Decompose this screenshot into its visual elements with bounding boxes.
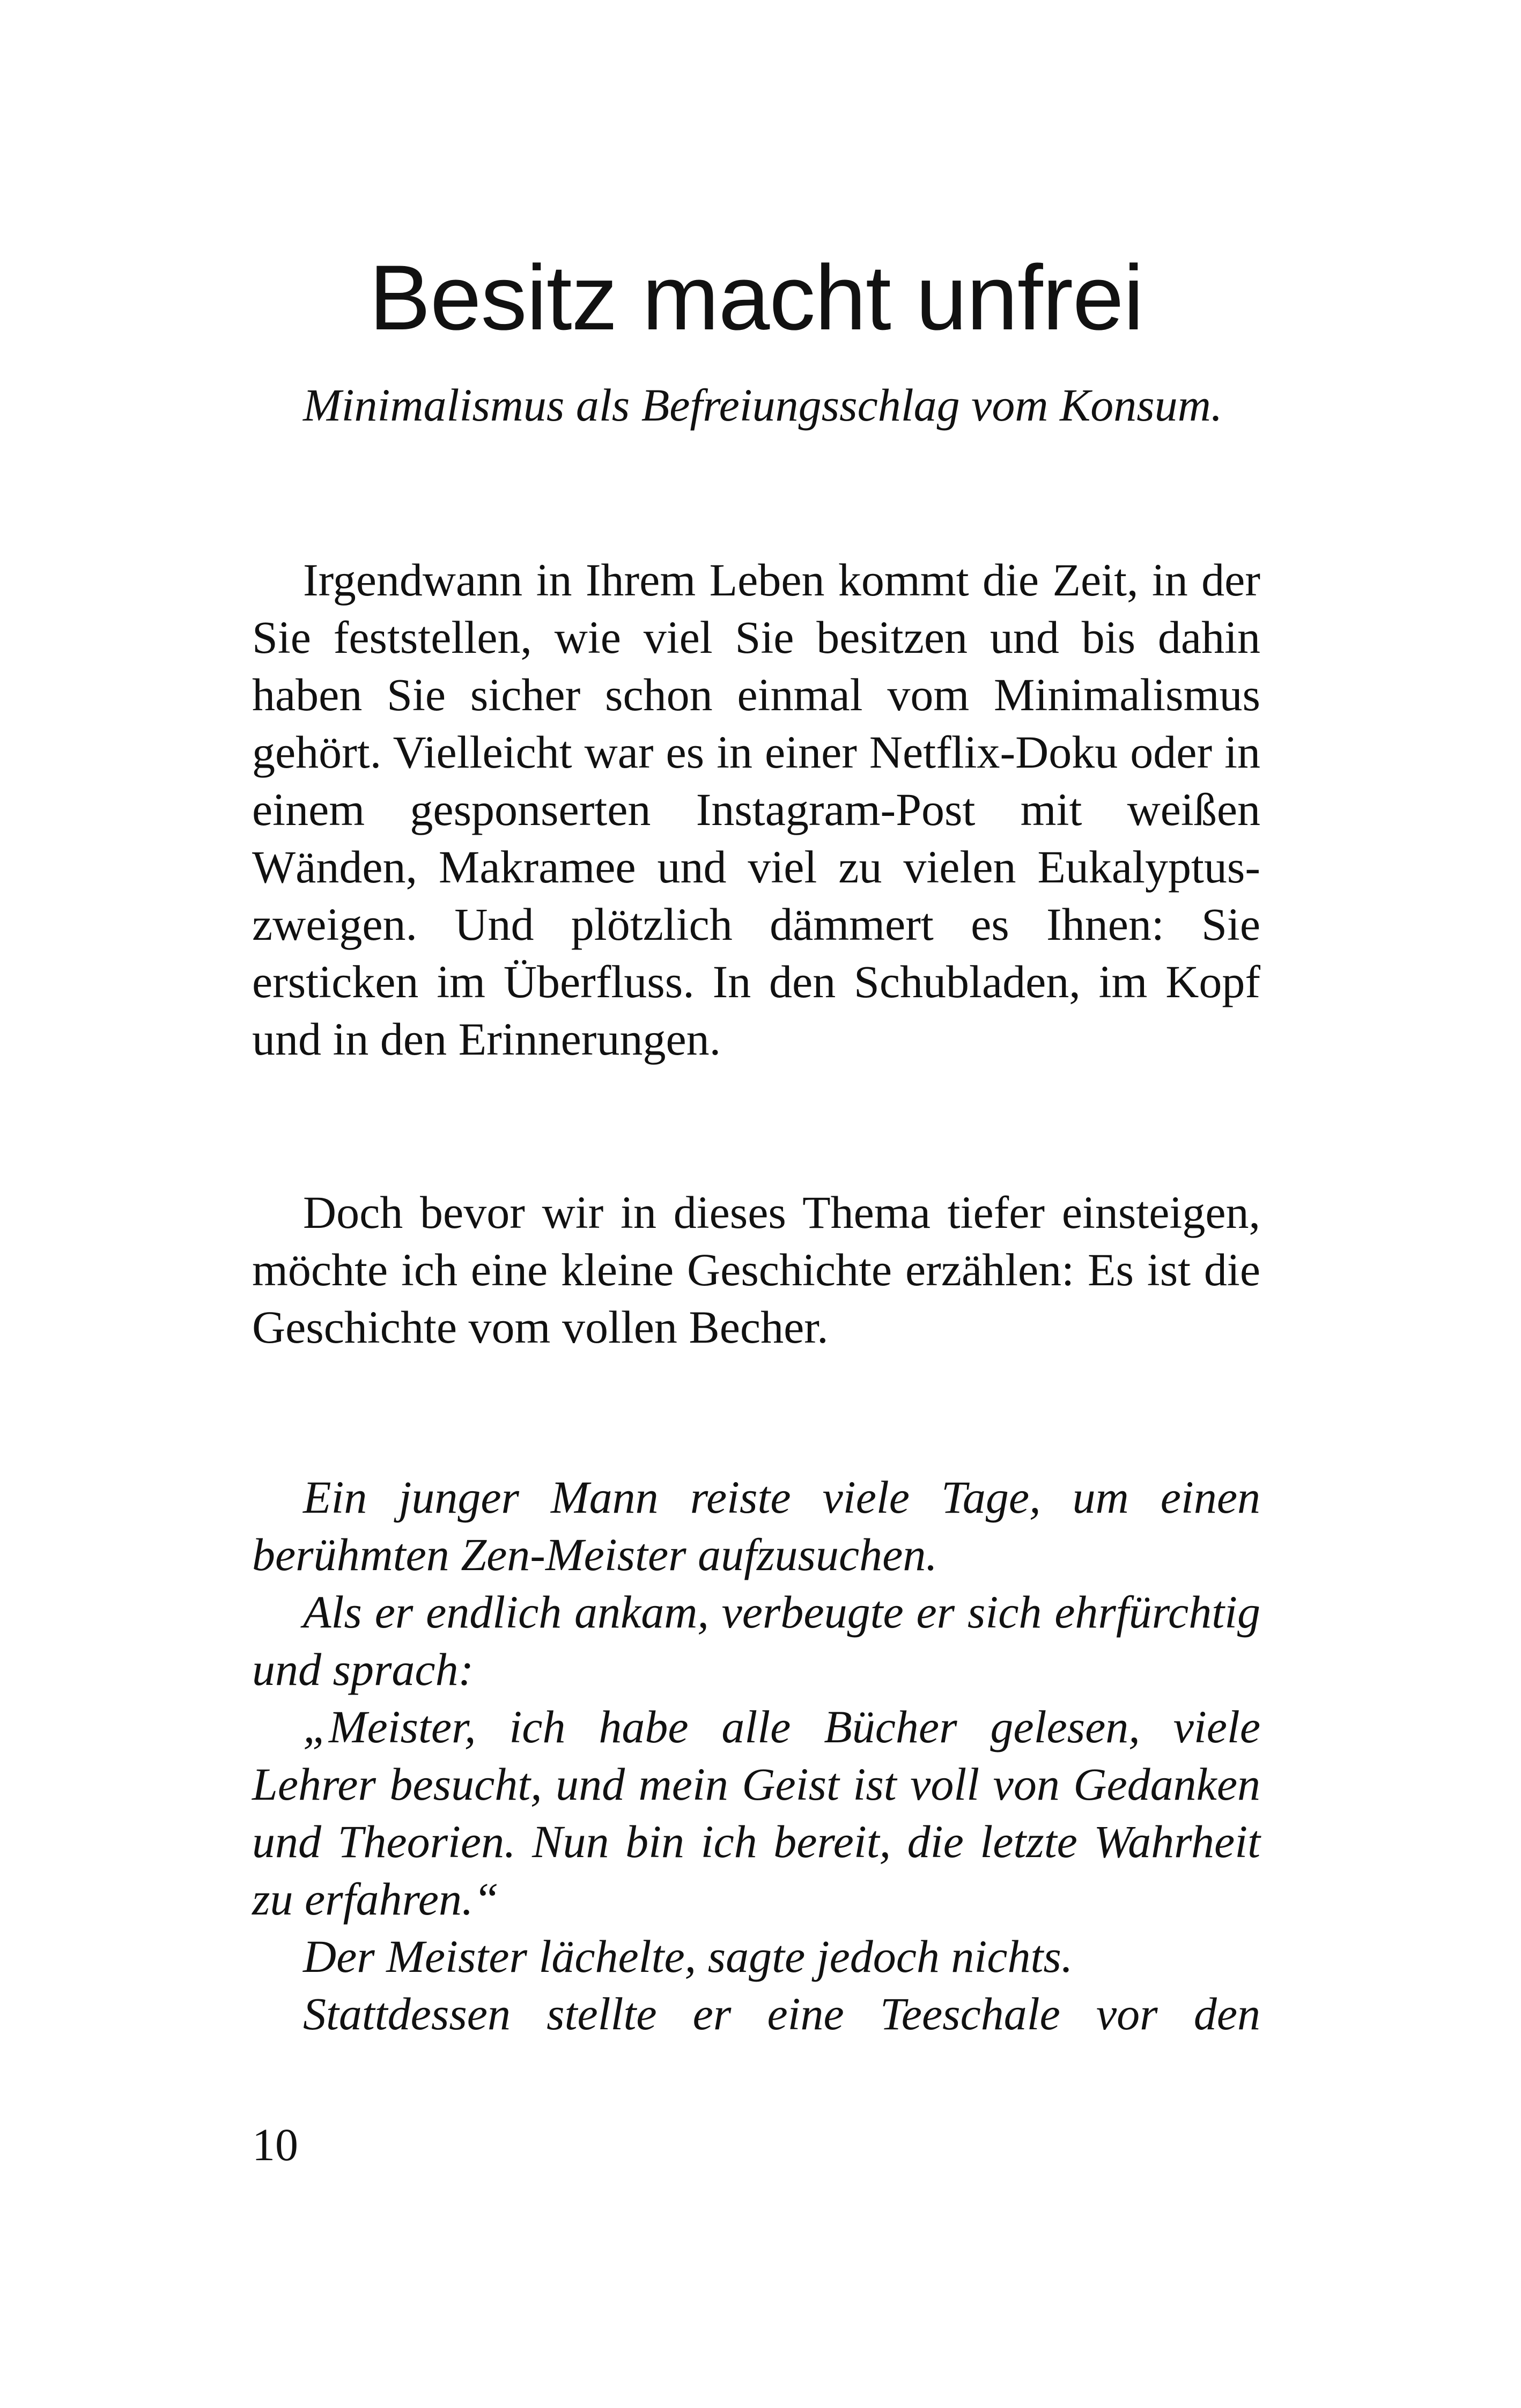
story-line-4: Der Meister lächelte, sagte jedoch nichts. — [303, 1931, 1073, 1982]
story-block — [252, 1469, 1260, 2043]
chapter-title: Besitz macht unfrei — [369, 246, 1143, 349]
story-quote: „Meister, ich habe alle Bücher gelesen, viele Lehrer besucht, und mein Geist ist voll von Gedanken und Theorien. Nun bin ich bereit, die letzte Wahrheit zu erfahren.“ — [252, 1701, 1260, 1925]
paragraph-text: Doch bevor wir in dieses Thema tiefer einsteigen, möchte ich eine kleine Geschichte erzählen: Es ist die Geschichte vom vollen Becher. — [252, 1187, 1260, 1353]
body-paragraph-1 — [252, 551, 1260, 1068]
page-number: 10 — [252, 2119, 298, 2170]
paragraph-text: Irgendwann in Ihrem Leben kommt die Zeit, in der Sie feststellen, wie viel Sie besitzen und bis dahin haben Sie sicher schon einmal vom Minimalismus gehört. Vielleicht war es in einer Netflix-Doku oder in einem gesponserten Instagram-Post mit weißen Wänden, Makramee und viel zu vielen Eukalyptuszweigen. Und plötzlich dämmert es Ihnen: Sie ersticken im Überfluss. In den Schubladen, im Kopf und in den Erinnerungen. — [252, 554, 1260, 1065]
body-paragraph-2 — [252, 1184, 1260, 1356]
story-line-2: Als er endlich ankam, verbeugte er sich ehrfürchtig und sprach: — [252, 1586, 1260, 1695]
subtitle-text: Minimalismus als Befreiungsschlag vom Konsum. — [303, 379, 1223, 431]
story-line-1: Ein junger Mann reiste viele Tage, um einen berühmten Zen-Meister aufzusuchen. — [252, 1471, 1260, 1580]
story-line-5: Stattdessen stellte er eine Teeschale vor den — [303, 1988, 1260, 2039]
chapter-subtitle — [252, 377, 1260, 434]
